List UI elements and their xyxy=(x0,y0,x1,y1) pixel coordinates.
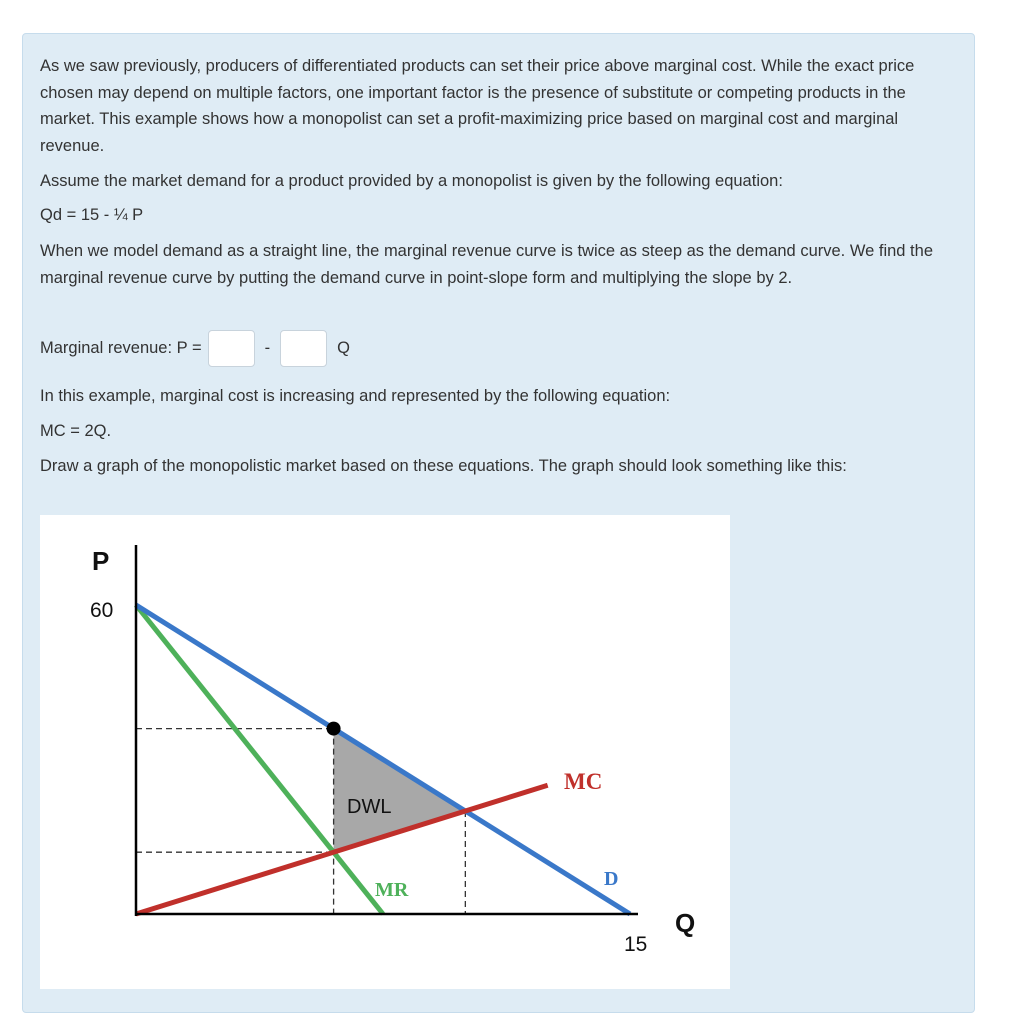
demand-equation: Qd = 15 - ¼ P xyxy=(40,206,144,224)
mr-label: MR xyxy=(375,879,409,901)
x-tick-label: 15 xyxy=(624,933,648,956)
slope-answer-box[interactable] xyxy=(280,330,327,367)
monopoly-graph-svg xyxy=(40,515,730,989)
mc-intro: In this example, marginal cost is increasing and represented by the following equation: xyxy=(40,387,671,405)
draw-prompt: Draw a graph of the monopolistic market based on these equations. The graph should look something like this: xyxy=(40,457,847,475)
mc-label: MC xyxy=(564,769,603,794)
demand-curve xyxy=(136,605,630,914)
monopoly-graph xyxy=(40,515,730,989)
intro-paragraph: As we saw previously, producers of differentiated products can set their price above marginal cost. While the exact price chosen may depend on multiple factors, one important factor is the presence of substitute or competing products in the market. This example shows how a monopolist can set a profit-maximizing price based on marginal cost and marginal revenue. xyxy=(40,57,915,155)
quantity-suffix: Q xyxy=(337,338,350,357)
x-axis-label: Q xyxy=(675,908,696,938)
assume-paragraph: Assume the market demand for a product provided by a monopolist is given by the following equation: xyxy=(40,172,783,190)
marginal-revenue-label: Marginal revenue: P = xyxy=(40,338,202,357)
mc-equation: MC = 2Q. xyxy=(40,422,112,440)
monopoly-point-marker xyxy=(327,722,341,736)
y-tick-label: 60 xyxy=(90,599,114,622)
mr-explanation: When we model demand as a straight line, the marginal revenue curve is twice as steep as the demand curve. We find the marginal revenue curve by putting the demand curve in point-slope form and multiplying the slope by 2. xyxy=(40,242,933,287)
marginal-revenue-row xyxy=(40,328,350,368)
demand-label: D xyxy=(604,868,619,890)
intercept-answer-box[interactable] xyxy=(208,330,255,367)
minus-sign: - xyxy=(264,338,271,357)
y-axis-label: P xyxy=(92,546,110,576)
dwl-label: DWL xyxy=(347,796,392,818)
